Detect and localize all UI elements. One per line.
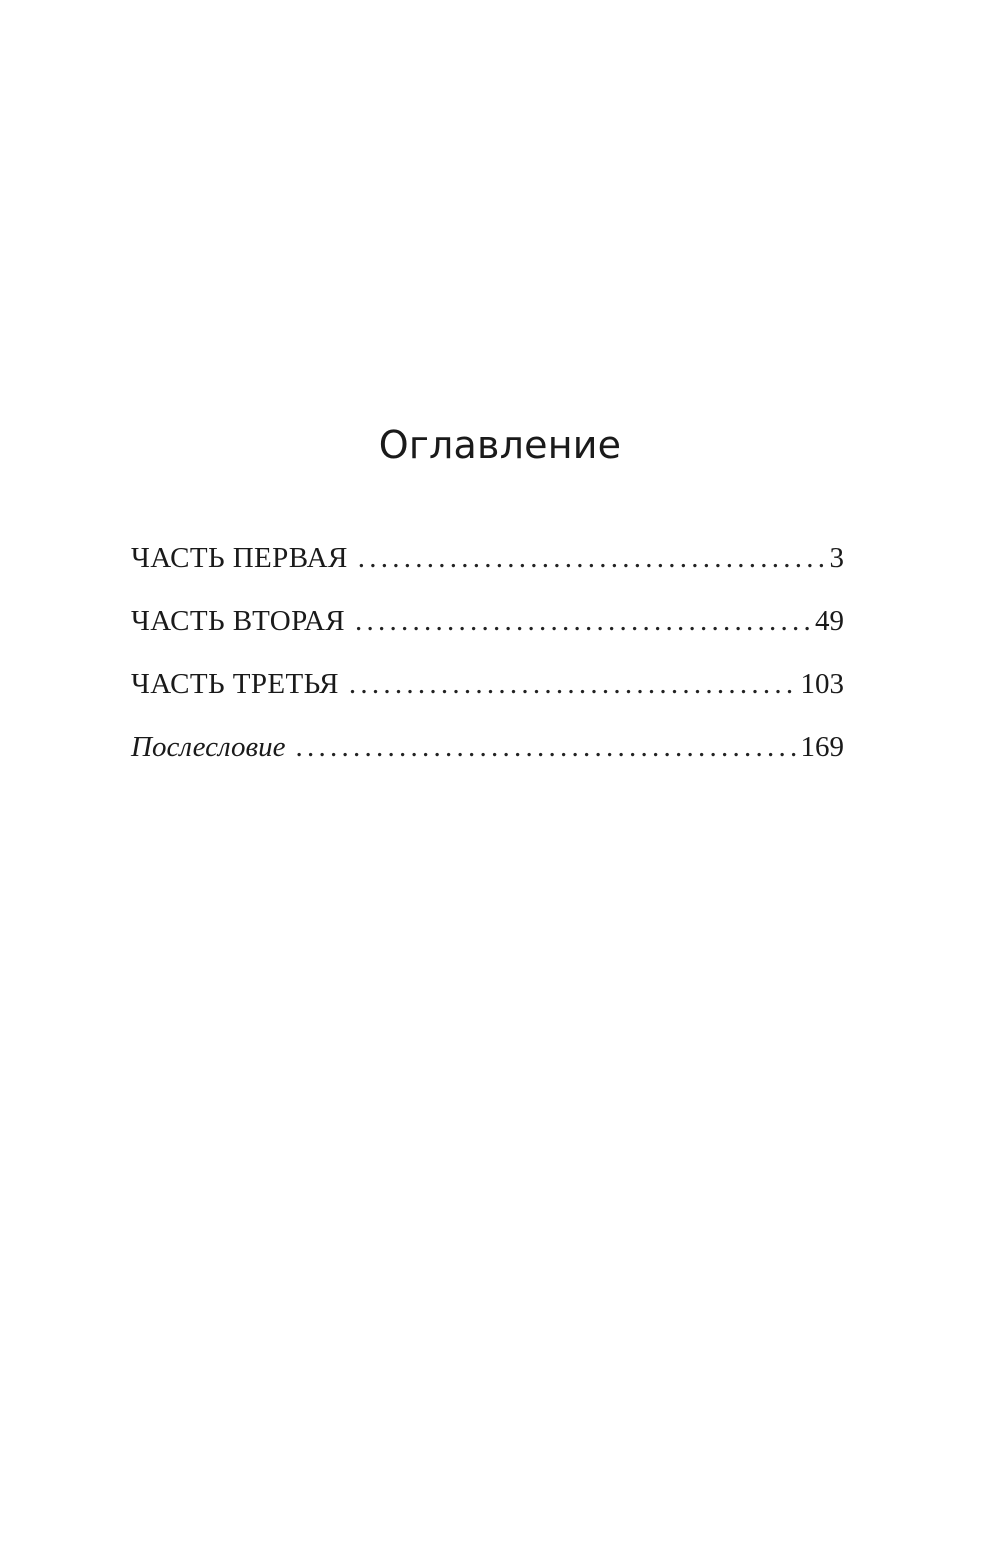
toc-entry-label: Послесловие	[131, 731, 286, 763]
toc-entry-part-1[interactable]	[131, 538, 844, 601]
table-of-contents	[131, 538, 844, 790]
toc-entry-part-3[interactable]	[131, 664, 844, 727]
toc-entry-label: ЧАСТЬ ПЕРВАЯ	[131, 542, 348, 574]
toc-entry-page-number: 169	[800, 731, 844, 763]
dot-leader	[296, 727, 797, 767]
toc-entry-label: ЧАСТЬ ВТОРАЯ	[131, 605, 346, 637]
toc-entry-label: ЧАСТЬ ТРЕТЬЯ	[131, 668, 339, 700]
dot-leader	[349, 664, 797, 704]
toc-entry-page-number: 49	[815, 605, 844, 637]
toc-entry-page-number: 103	[800, 668, 844, 700]
dot-leader	[358, 538, 826, 578]
toc-entry-afterword[interactable]	[131, 727, 844, 790]
dot-leader	[355, 601, 811, 641]
toc-entry-page-number: 3	[829, 542, 844, 574]
page-title: Оглавление	[378, 423, 622, 467]
toc-entry-part-2[interactable]	[131, 601, 844, 664]
